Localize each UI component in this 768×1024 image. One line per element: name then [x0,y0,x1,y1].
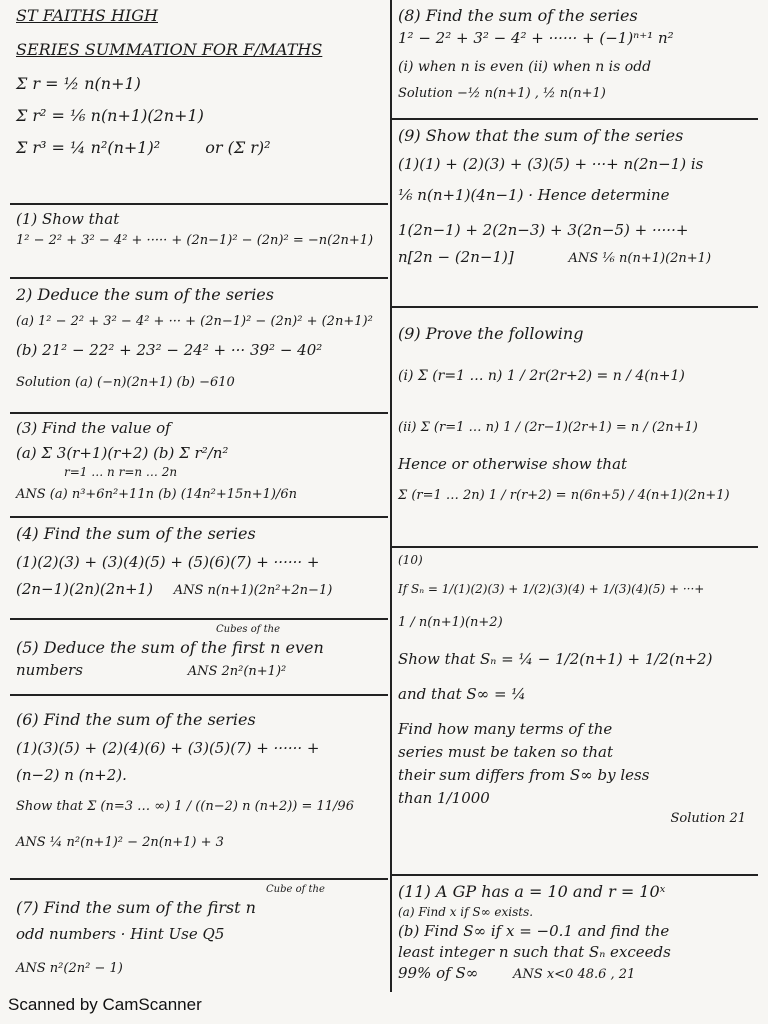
q8-line-2: 1² − 2² + 3² − 4² + ······ + (−1)ⁿ⁺¹ n² [398,29,674,47]
question-9b [392,308,758,548]
q10-line-3: 1 / n(n+1)(n+2) [398,615,503,630]
q7-answer: ANS n²(2n² − 1) [16,961,123,976]
q7-note: Cube of the [266,884,325,895]
q5-line-2: numbers [16,661,83,679]
q3-answer: ANS (a) n³+6n²+11n (b) (14n²+15n+1)/6n [16,487,297,502]
question-7 [10,880,388,992]
question-8 [392,0,758,120]
q2-line-2: (a) 1² − 2² + 3² − 4² + ··· + (2n−1)² − (2n)² + (2n+1)² [16,314,373,329]
q10-solution: Solution 21 [670,811,746,826]
q9-answer: ANS ⅙ n(n+1)(2n+1) [568,251,712,266]
q10-line-9: than 1/1000 [398,789,490,807]
question-3 [10,414,388,518]
school-name: ST FAITHS HIGH [16,6,158,25]
question-4 [10,518,388,620]
q10-label: (10) [398,553,423,567]
q4-line-3: (2n−1)(2n)(2n+1) [16,580,153,598]
q11-line-3: (b) Find S∞ if x = −0.1 and find the [398,922,670,940]
q11-line-1: (11) A GP has a = 10 and r = 10ˣ [398,882,666,901]
q9b-line-4: Hence or otherwise show that [398,455,628,473]
q3-line-1: (3) Find the value of [16,419,171,437]
q8-line-3: (i) when n is even (ii) when n is odd [398,59,652,75]
question-2 [10,279,388,414]
q10-line-2: If Sₙ = 1/(1)(2)(3) + 1/(2)(3)(4) + 1/(3)(4)(5) + ···+ [398,582,705,596]
q2-line-3: (b) 21² − 22² + 23² − 24² + ··· 39² − 40² [16,341,323,359]
q6-line-2: (1)(3)(5) + (2)(4)(6) + (3)(5)(7) + ······ + [16,739,320,757]
formula-alt: or (Σ r)² [205,138,271,157]
q8-line-1: (8) Find the sum of the series [398,6,638,25]
header-section [10,0,388,205]
q9-line-2: (1)(1) + (2)(3) + (3)(5) + ···+ n(2n−1) is [398,155,704,173]
formula-sum-r3: Σ r³ = ¼ n²(n+1)² [16,138,161,157]
formula-sum-r2: Σ r² = ⅙ n(n+1)(2n+1) [16,106,204,125]
q10-line-7: series must be taken so that [398,743,614,761]
q4-line-2: (1)(2)(3) + (3)(4)(5) + (5)(6)(7) + ······ + [16,553,320,571]
worksheet-page [10,0,758,992]
right-column [392,0,758,992]
q7-line-2: odd numbers · Hint Use Q5 [16,925,225,943]
q9-line-5: n[2n − (2n−1)] [398,248,514,266]
q9b-line-1: (9) Prove the following [398,324,584,343]
q5-answer: ANS 2n²(n+1)² [187,664,287,679]
q6-line-1: (6) Find the sum of the series [16,710,256,729]
q5-line-1: (5) Deduce the sum of the first n even [16,638,324,657]
q3-line-2: (a) Σ 3(r+1)(r+2) (b) Σ r²/n² [16,444,229,462]
q8-solution: Solution −½ n(n+1) , ½ n(n+1) [398,86,606,101]
q9-line-1: (9) Show that the sum of the series [398,126,684,145]
q11-line-2: (a) Find x if S∞ exists. [398,905,534,919]
q5-note: Cubes of the [216,624,280,635]
q4-answer: ANS n(n+1)(2n²+2n−1) [173,583,333,598]
question-11 [392,876,758,992]
q10-line-6: Find how many terms of the [398,720,613,738]
question-5 [10,620,388,696]
q11-line-4: least integer n such that Sₙ exceeds [398,943,671,961]
q3-limits: r=1 … n r=n … 2n [64,465,178,479]
question-1 [10,205,388,279]
question-10 [392,548,758,876]
q9-line-4: 1(2n−1) + 2(2n−3) + 3(2n−5) + ·····+ [398,221,689,239]
formula-sum-r: Σ r = ½ n(n+1) [16,74,141,93]
q10-line-8: their sum differs from S∞ by less [398,766,650,784]
left-column [10,0,388,992]
question-6 [10,696,388,880]
q11-line-5: 99% of S∞ [398,964,479,982]
q9b-line-2: (i) Σ (r=1 … n) 1 / 2r(2r+2) = n / 4(n+1) [398,368,685,384]
q11-answer: ANS x<0 48.6 , 21 [513,967,636,982]
q4-line-1: (4) Find the sum of the series [16,524,256,543]
q10-line-5: and that S∞ = ¼ [398,685,526,703]
q6-line-3: (n−2) n (n+2). [16,766,127,784]
q6-line-4: Show that Σ (n=3 … ∞) 1 / ((n−2) n (n+2)) = 11/96 [16,799,354,814]
q9b-line-3: (ii) Σ (r=1 … n) 1 / (2r−1)(2r+1) = n / (2n+1) [398,420,698,435]
q10-line-4: Show that Sₙ = ¼ − 1/2(n+1) + 1/2(n+2) [398,650,713,668]
q7-line-1: (7) Find the sum of the first n [16,898,256,917]
topic-title: SERIES SUMMATION FOR F/MATHS [16,40,323,59]
q9-line-3: ⅙ n(n+1)(4n−1) · Hence determine [398,186,670,204]
q1-line-2: 1² − 2² + 3² − 4² + ····· + (2n−1)² − (2n)² = −n(2n+1) [16,233,374,248]
q1-line-1: (1) Show that [16,210,120,228]
q2-line-1: 2) Deduce the sum of the series [16,285,274,304]
q9b-line-5: Σ (r=1 … 2n) 1 / r(r+2) = n(6n+5) / 4(n+1)(2n+1) [398,488,730,503]
question-9 [392,120,758,308]
q6-answer: ANS ¼ n²(n+1)² − 2n(n+1) + 3 [16,835,224,850]
q2-solution: Solution (a) (−n)(2n+1) (b) −610 [16,375,235,390]
scanner-watermark: Scanned by CamScanner [8,995,202,1014]
